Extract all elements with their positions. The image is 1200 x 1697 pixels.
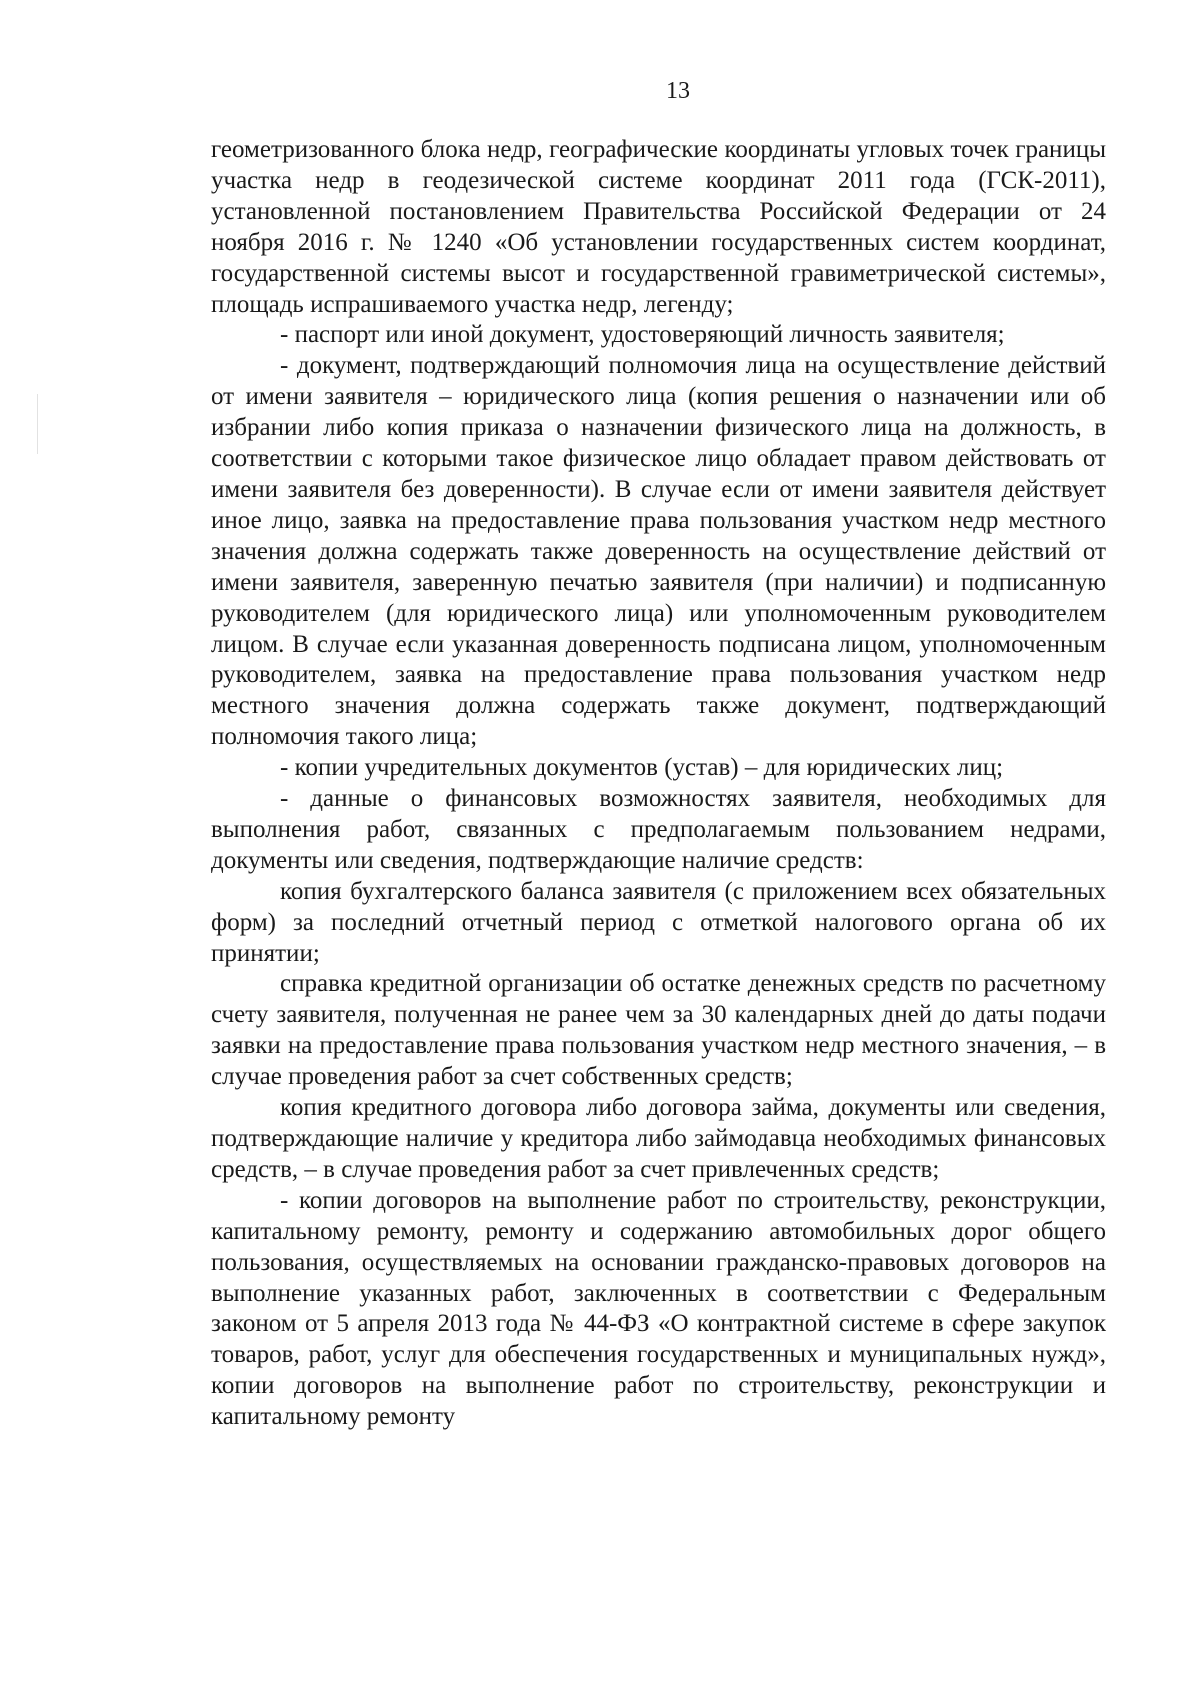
paragraph-passport: - паспорт или иной документ, удостоверяющий личность заявителя; bbox=[280, 321, 1005, 349]
paragraph-continuation: геометризованного блока недр, географические координаты угловых точек границы участка недр в геодезической системе координат 2011 года (ГСК-2011), установленной постановлением Правительства Российской Федерации от 24 ноября 2016 г. № 1240 «Об установлении государственных систем координат, государственной системы высот и государственной гравиметрической системы», площадь испрашиваемого участка недр, легенду; bbox=[211, 136, 1106, 318]
scan-edge-mark bbox=[37, 394, 38, 454]
paragraph-authority-document: - документ, подтверждающий полномочия лица на осуществление действий от имени заявителя – юридического лица (копия решения о назначении или об избрании либо копия приказа о назначении физического лица на должность, в соответствии с которыми такое физическое лицо обладает правом действовать от имени заявителя без доверенности). В случае если от имени заявителя действует иное лицо, заявка на предоставление права пользования участком недр местного значения должна содержать также доверенность на осуществление действий от имени заявителя, заверенную печатью заявителя (при наличии) и подписанную руководителем (для юридического лица) или уполномоченным руководителем лицом. В случае если указанная доверенность подписана лицом, уполномоченным руководителем, заявка на предоставление права пользования участком недр местного значения должна содержать также документ, подтверждающий полномочия такого лица; bbox=[211, 352, 1106, 751]
page-number: 13 bbox=[666, 78, 690, 104]
document-body bbox=[211, 135, 1106, 1433]
paragraph-founding-documents: - копии учредительных документов (устав) – для юридических лиц; bbox=[280, 754, 1004, 782]
paragraph-bank-statement: справка кредитной организации об остатке денежных средств по расчетному счету заявителя, полученная не ранее чем за 30 календарных дней до даты подачи заявки на предоставление права пользования участком недр местного значения, – в случае проведения работ за счет собственных средств; bbox=[211, 970, 1106, 1091]
paragraph-road-contracts: - копии договоров на выполнение работ по строительству, реконструкции, капитальному ремонту, ремонту и содержанию автомобильных дорог общего пользования, осуществляемых на основании гражданско-правовых договоров на выполнение указанных работ, заключенных в соответствии с Федеральным законом от 5 апреля 2013 года № 44-ФЗ «О контрактной системе в сфере закупок товаров, работ, услуг для обеспечения государственных и муниципальных нужд», копии договоров на выполнение работ по строительству, реконструкции и капитальному ремонту bbox=[211, 1186, 1106, 1431]
paragraph-balance-sheet: копия бухгалтерского баланса заявителя (с приложением всех обязательных форм) за последний отчетный период с отметкой налогового органа об их принятии; bbox=[211, 877, 1106, 967]
paragraph-financial-data: - данные о финансовых возможностях заявителя, необходимых для выполнения работ, связанных с предполагаемым пользованием недрами, документы или сведения, подтверждающие наличие средств: bbox=[211, 785, 1106, 874]
paragraph-loan-agreement: копия кредитного договора либо договора займа, документы или сведения, подтверждающие наличие у кредитора либо займодавца необходимых финансовых средств, – в случае проведения работ за счет привлеченных средств; bbox=[211, 1094, 1106, 1183]
